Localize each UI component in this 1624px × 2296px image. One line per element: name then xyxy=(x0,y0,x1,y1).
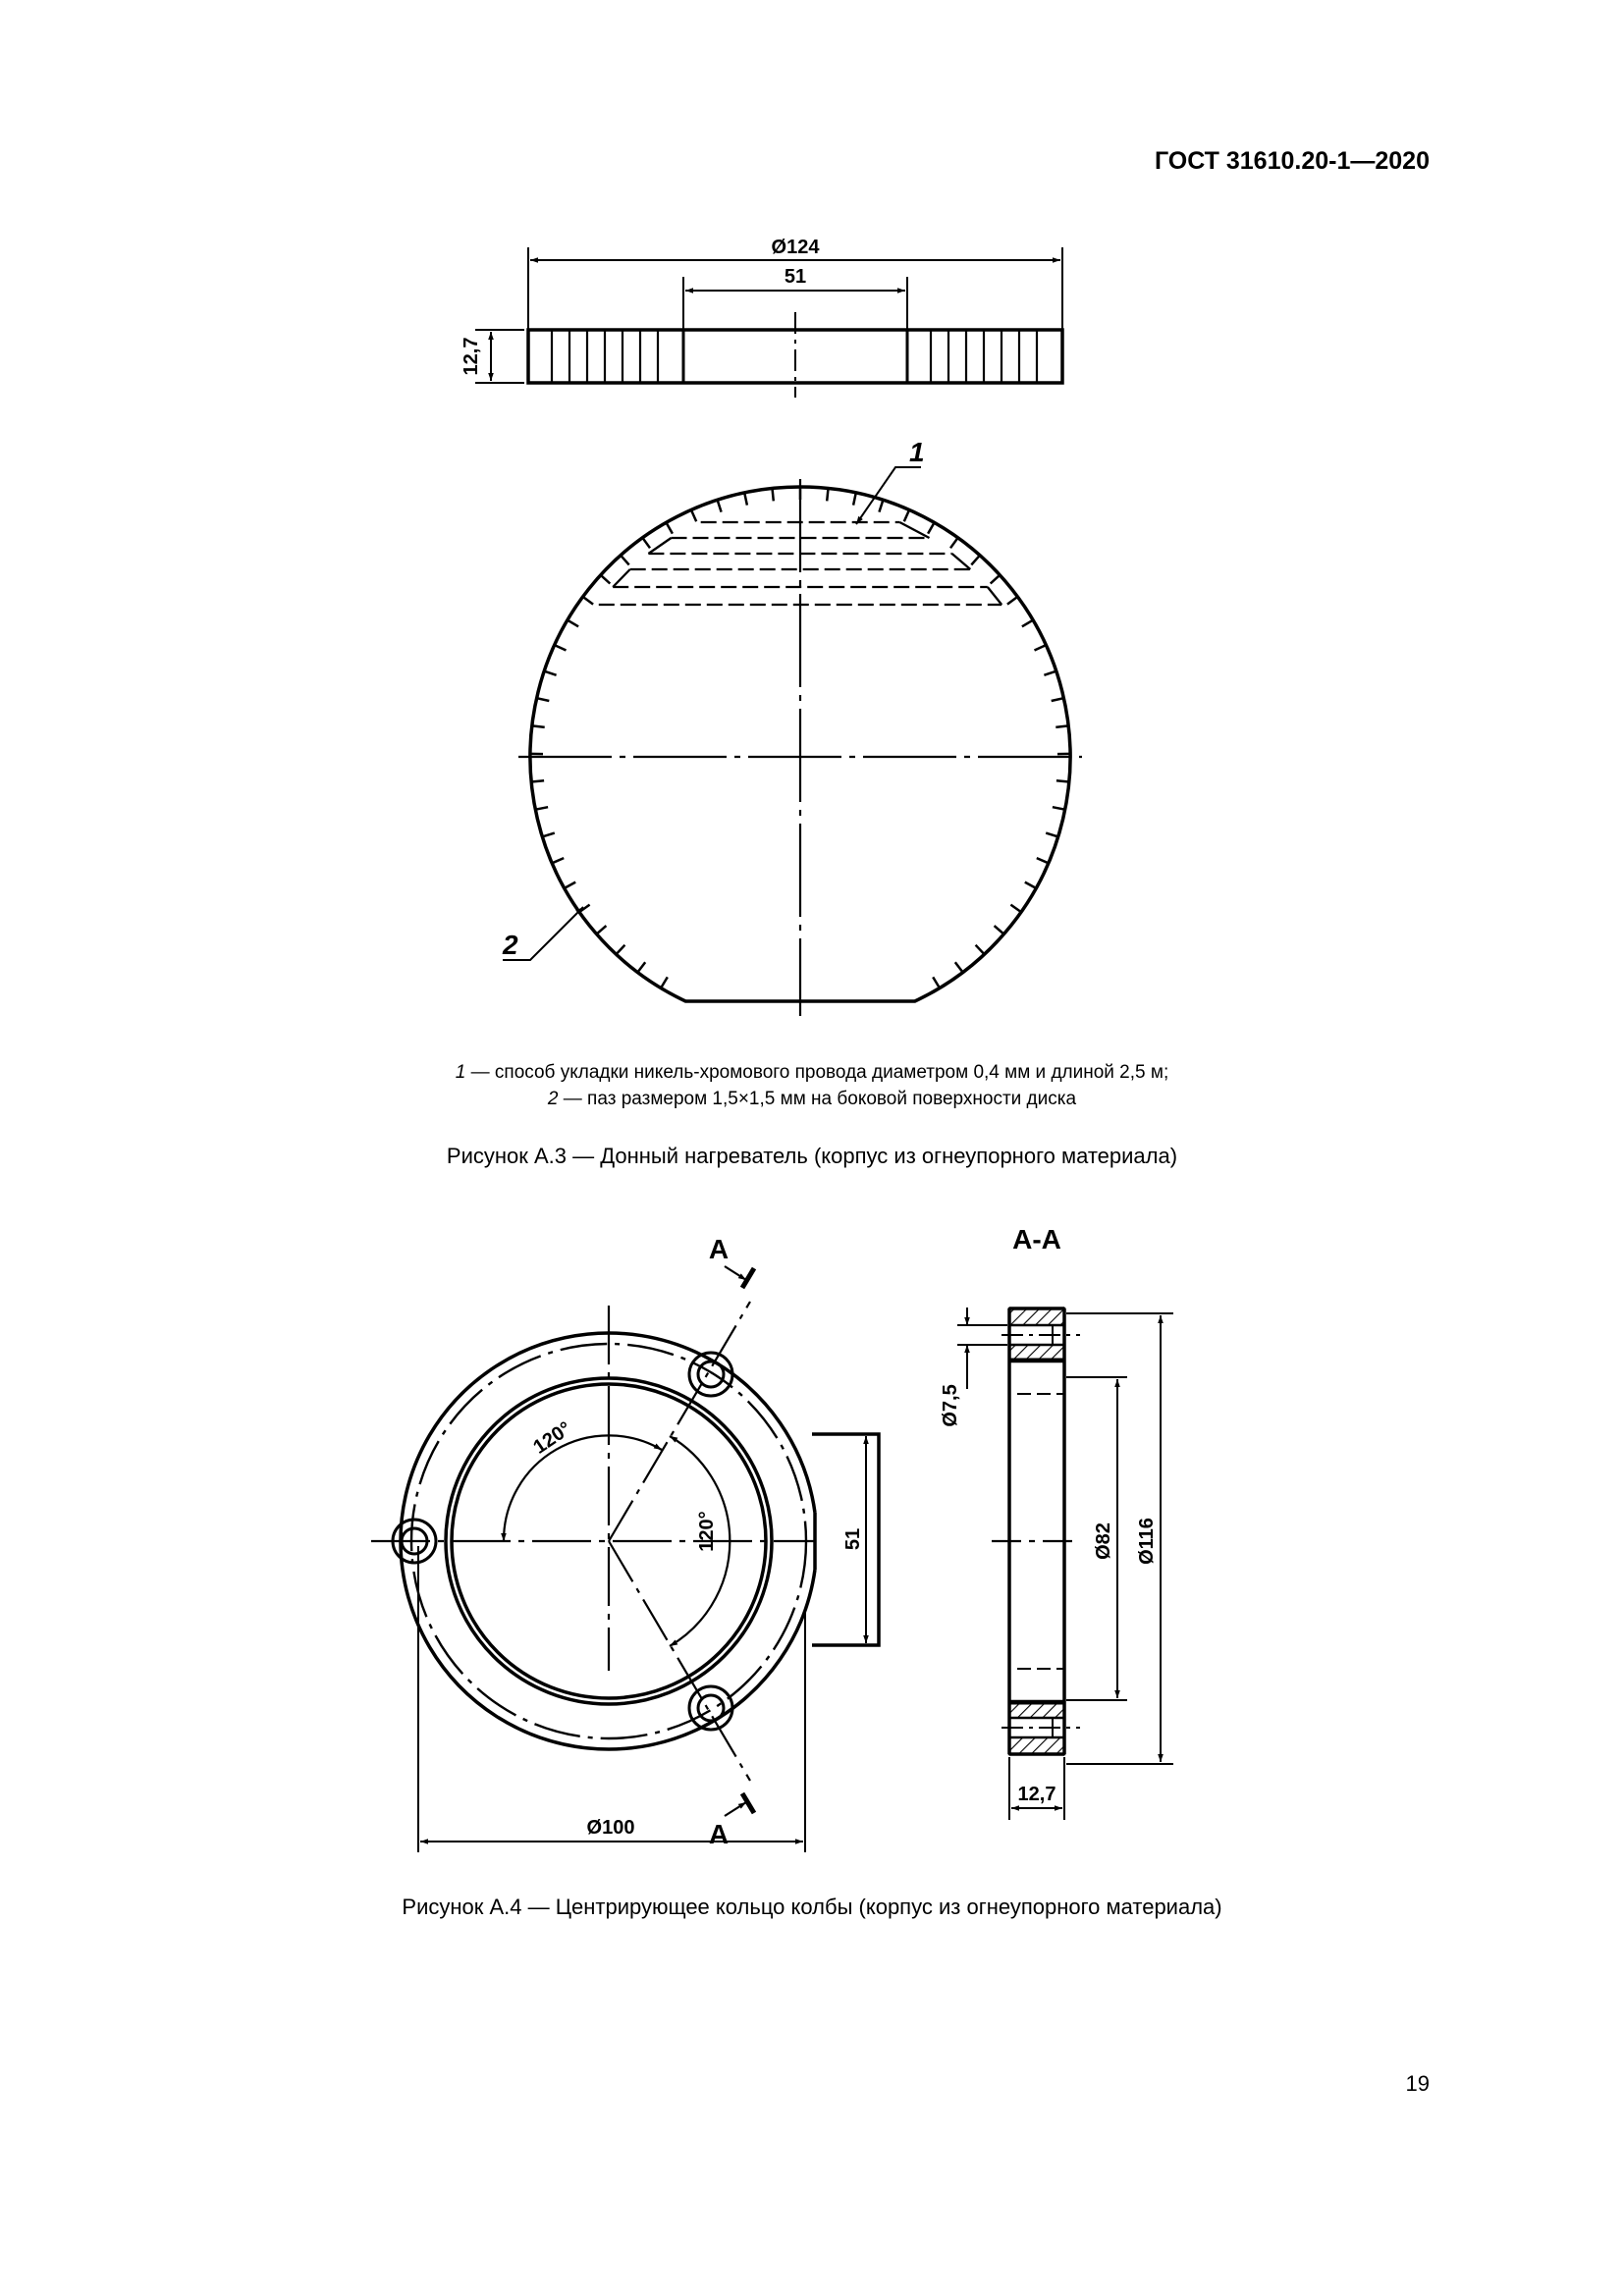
legend-text: — паз размером 1,5×1,5 мм на боковой поверхности диска xyxy=(558,1089,1077,1109)
section-title: А-А xyxy=(1012,1224,1061,1255)
dim-flat-width: 51 xyxy=(842,1527,864,1551)
legend-text: — способ укладки никель-хромового провода диаметром 0,4 мм и длиной 2,5 м; xyxy=(465,1062,1169,1083)
dim-thickness-section: 12,7 xyxy=(1017,1784,1056,1805)
legend-number: 2 xyxy=(547,1089,559,1109)
document-header: ГОСТ 31610.20-1—2020 xyxy=(1154,147,1430,175)
dim-outer-diameter-section: Ø116 xyxy=(1136,1518,1158,1565)
figure-a3-drawing xyxy=(0,0,1624,1041)
legend-line-2 xyxy=(196,1089,1428,1110)
dim-groove-width: 51 xyxy=(784,266,807,288)
section-mark-bottom: А xyxy=(708,1819,730,1849)
callout-2: 2 xyxy=(503,930,518,960)
plan-view xyxy=(503,467,1082,1016)
callout-1: 1 xyxy=(909,437,925,467)
dim-inner-diameter: Ø82 xyxy=(1093,1522,1114,1560)
dim-angle-2: 120° xyxy=(696,1511,718,1552)
dim-angle-1: 120° xyxy=(529,1417,575,1459)
section-mark-top: А xyxy=(708,1234,730,1264)
figure-a4-caption: Рисунок А.4 — Центрирующее кольцо колбы (корпус из огнеупорного материала) xyxy=(402,1895,1222,1919)
figure-a3-caption: Рисунок А.3 — Донный нагреватель (корпус из огнеупорного материала) xyxy=(446,1144,1178,1168)
legend-number: 1 xyxy=(455,1062,466,1083)
dim-ring-diameter: Ø100 xyxy=(586,1817,635,1839)
dim-hole-diameter: Ø7,5 xyxy=(940,1384,961,1427)
ring-plan-view xyxy=(371,1266,879,1852)
legend-line-1 xyxy=(196,1062,1428,1084)
dim-outer-diameter: Ø124 xyxy=(771,237,820,258)
dim-thickness: 12,7 xyxy=(460,337,482,376)
side-view xyxy=(475,247,1062,398)
page-number: 19 xyxy=(1405,2071,1430,2096)
figure-a4-drawing xyxy=(0,1198,1624,1885)
